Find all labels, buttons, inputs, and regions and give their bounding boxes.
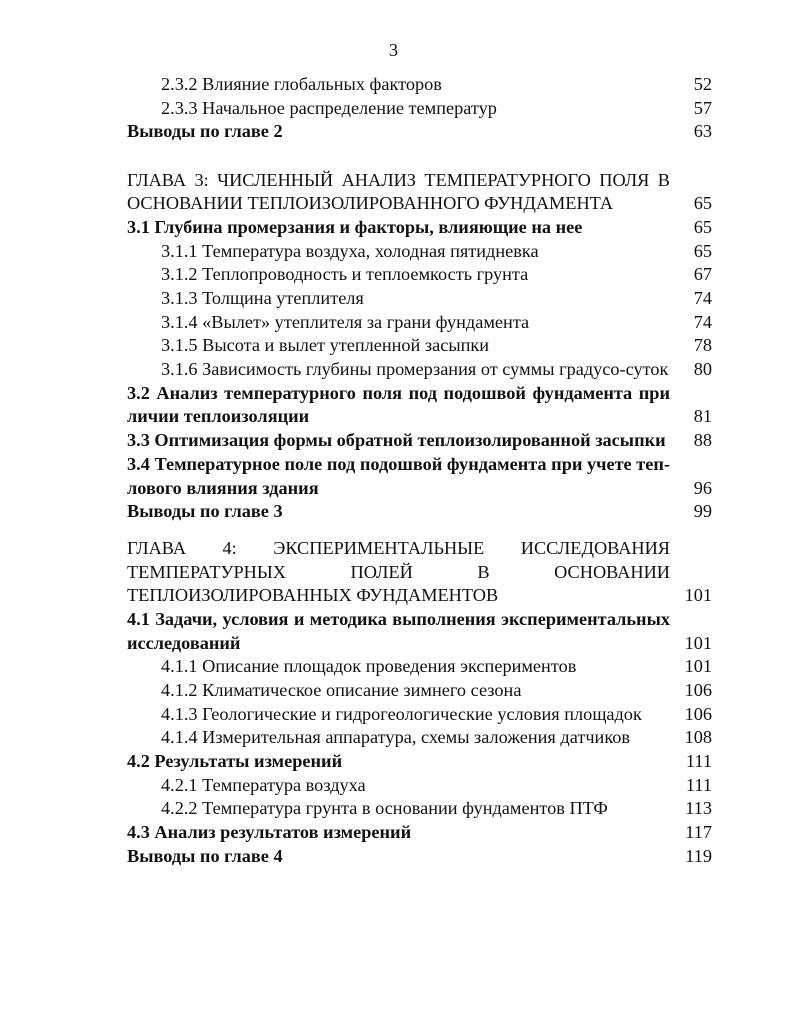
toc-chapter-heading (127, 169, 712, 216)
toc-subsection-entry (127, 311, 712, 335)
toc-entry-title-line: 3.1.4 «Вылет» утеплителя за грани фундамента (161, 311, 530, 332)
toc-chapter-heading (127, 537, 712, 608)
toc-page-number: 57 (693, 97, 712, 118)
toc-page-number: 101 (684, 632, 712, 653)
toc-entry-title-line: 3.1 Глубина промерзания и факторы, влияющие на нее (127, 216, 583, 237)
toc-subsection-entry (127, 287, 712, 311)
toc-entry-title-line: ОСНОВАНИИ ТЕПЛОИЗОЛИРОВАННОГО ФУНДАМЕНТА (127, 193, 614, 214)
toc-entry-title-line: 2.3.2 Влияние глобальных факторов (161, 74, 442, 94)
toc-subsection-entry (127, 703, 712, 727)
toc-entry-title-line: 4.1.4 Измерительная аппаратура, схемы заложения датчиков (161, 727, 631, 748)
toc-page-number: 113 (685, 798, 712, 819)
toc-entry-title-line: 4.1.3 Геологические и гидрогеологические условия площадок (161, 703, 642, 724)
toc-page-number: 108 (684, 727, 712, 748)
toc-page-number: 106 (684, 680, 712, 700)
toc-page-number: 65 (693, 193, 712, 214)
toc-page-number: 65 (693, 240, 712, 261)
toc-subsection-entry (127, 655, 712, 679)
toc-page-number: 119 (685, 845, 712, 866)
toc-page-number: 80 (693, 359, 712, 380)
toc-subsection-entry (127, 797, 712, 821)
toc-section-entry (127, 120, 712, 144)
toc-page-number: 101 (684, 585, 712, 606)
toc-page-number: 78 (693, 335, 712, 356)
toc-section-entry (127, 821, 712, 845)
page-number: 3 (388, 40, 399, 60)
toc-entry-title-line: 3.1.1 Температура воздуха, холодная пятидневка (161, 240, 539, 261)
toc-entry-title-line: 4.3 Анализ результатов измерений (127, 822, 412, 843)
toc-entry-title-line: 4.1.2 Климатическое описание зимнего сезона (161, 680, 522, 700)
toc-entry-title-line: 3.1.2 Теплопроводность и теплоемкость грунта (161, 264, 529, 285)
toc-entry-title-line: исследований (127, 632, 241, 653)
toc-section-entry (127, 216, 712, 240)
toc-entry-title-line: 4.2 Результаты измерений (127, 751, 343, 772)
toc-entry-title-line: 3.1.3 Толщина утеплителя (161, 288, 364, 308)
toc-entry-title-line: Выводы по главе 4 (127, 845, 283, 866)
toc-entry-title-line: ГЛАВА 3: ЧИСЛЕННЫЙ АНАЛИЗ ТЕМПЕРАТУРНОГО ПОЛЯ В (127, 169, 670, 190)
toc-entry-title-line: 2.3.3 Начальное распределение температур (161, 97, 497, 118)
toc-entry-title-line: ТЕМПЕРАТУРНЫХ ПОЛЕЙ В ОСНОВАНИИ (127, 561, 670, 582)
table-of-contents (127, 73, 712, 869)
toc-subsection-entry (127, 334, 712, 358)
toc-page-number: 74 (693, 311, 712, 332)
toc-subsection-entry (127, 263, 712, 287)
toc-entry-title-line: ГЛАВА 4: ЭКСПЕРИМЕНТАЛЬНЫЕ ИССЛЕДОВАНИЯ (127, 537, 670, 558)
toc-page-number: 52 (693, 74, 712, 94)
toc-entry-title-line: 3.4 Температурное поле под подошвой фундамента при учете теп- (127, 453, 670, 474)
toc-page-number: 74 (693, 288, 712, 308)
toc-section-entry (127, 453, 712, 500)
toc-entry-title-line: 3.1.5 Высота и вылет утепленной засыпки (161, 335, 490, 356)
toc-entry-title-line: 4.1.1 Описание площадок проведения экспериментов (161, 656, 577, 677)
toc-page-number: 117 (685, 822, 712, 843)
toc-entry-title-line: Выводы по главе 2 (127, 121, 283, 142)
toc-page-number: 67 (693, 264, 712, 285)
toc-entry-title-line: 4.1 Задачи, условия и методика выполнения экспериментальных (127, 608, 670, 629)
toc-page-number: 81 (693, 406, 712, 427)
toc-entry-title-line: 3.1.6 Зависимость глубины промерзания от суммы градусо-суток (161, 359, 669, 380)
toc-subsection-entry (127, 358, 712, 382)
toc-subsection-entry (127, 726, 712, 750)
toc-subsection-entry (127, 97, 712, 121)
toc-entry-title-line: 4.2.2 Температура грунта в основании фундаментов ПТФ (161, 798, 608, 819)
toc-subsection-entry (127, 73, 712, 97)
toc-entry-title-line: 4.2.1 Температура воздуха (161, 774, 366, 795)
toc-page-number: 111 (685, 751, 712, 772)
toc-entry-title-line: Выводы по главе 3 (127, 501, 283, 522)
toc-subsection-entry (127, 774, 712, 798)
toc-page-number: 111 (685, 774, 712, 795)
toc-page-number: 88 (693, 430, 712, 451)
toc-subsection-entry (127, 679, 712, 703)
toc-page-number: 96 (693, 477, 712, 498)
toc-entry-title-line: лового влияния здания (127, 477, 319, 498)
toc-subsection-entry (127, 240, 712, 264)
toc-page-number: 63 (693, 121, 712, 142)
toc-section-entry (127, 845, 712, 869)
toc-page-number: 99 (693, 501, 712, 522)
toc-section-entry (127, 500, 712, 524)
toc-section-entry (127, 382, 712, 429)
toc-entry-title-line: ТЕПЛОИЗОЛИРОВАННЫХ ФУНДАМЕНТОВ (127, 585, 499, 606)
toc-page-number: 106 (684, 703, 712, 724)
toc-section-entry (127, 608, 712, 655)
toc-entry-title-line: 3.3 Оптимизация формы обратной теплоизолированной засыпки (127, 430, 666, 451)
toc-section-entry (127, 750, 712, 774)
toc-entry-title-line: личии теплоизоляции (127, 406, 310, 427)
toc-entry-title-line: 3.2 Анализ температурного поля под подошвой фундамента при (127, 382, 670, 403)
toc-page-number: 101 (684, 656, 712, 677)
toc-section-entry (127, 429, 712, 453)
toc-page-number: 65 (693, 216, 712, 237)
